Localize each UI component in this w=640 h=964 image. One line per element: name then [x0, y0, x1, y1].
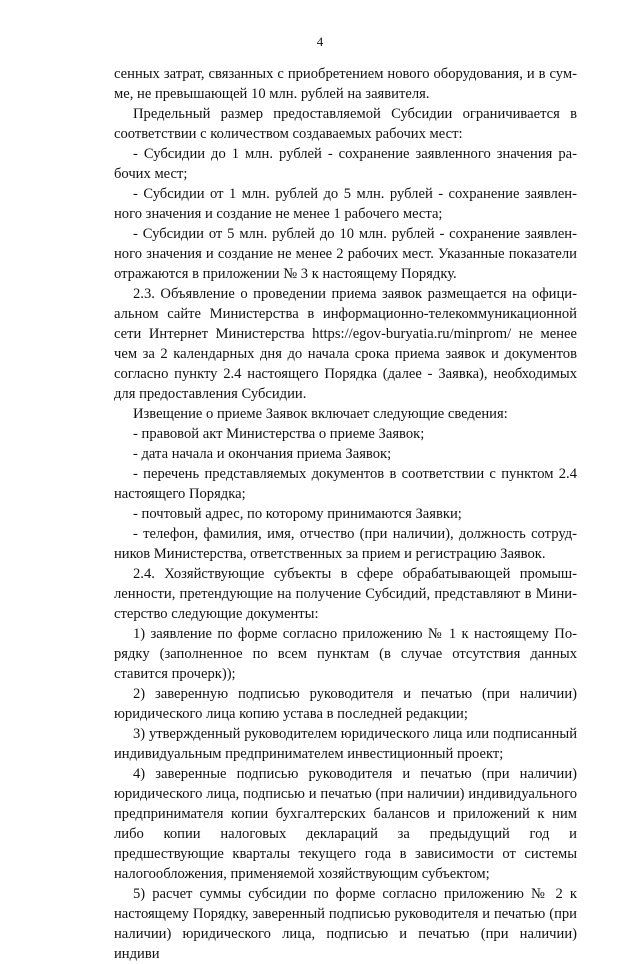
list-item-subsidy-up-to-1m: - Субсидии до 1 млн. рублей - сохранение заявленного значения рабочих мест; [114, 146, 577, 182]
list-item-doc-1: 1) заявление по форме согласно приложению № 1 к настоящему Порядку (заполненное по всем пунктам (в случае отсутствия данных ставится прочерк)); [114, 626, 577, 682]
list-item-doc-3: 3) утвержденный руководителем юридического лица или подписанный индивидуальным предпринимателем инвестиционный проект; [114, 726, 577, 762]
paragraph-subsidy-limit: Предельный размер предоставляемой Субсидии ограничивается в соответствии с количеством создаваемых рабочих мест: [114, 106, 577, 142]
paragraph-continuation: сенных затрат, связанных с приобретением нового оборудования, и в сумме, не превышающей 10 млн. рублей на заявителя. [114, 66, 577, 102]
list-item-legal-act: - правовой акт Министерства о приеме Заявок; [133, 426, 425, 442]
list-item-postal-address: - почтовый адрес, по которому принимаются Заявки; [133, 506, 462, 522]
list-item-doc-2: 2) заверенную подписью руководителя и печатью (при наличии) юридического лица копию устава в последней редакции; [114, 686, 577, 722]
document-body [114, 64, 577, 964]
paragraph-section-2-4: 2.4. Хозяйствующие субъекты в сфере обрабатывающей промышленности, претендующие на получение Субсидий, представляют в Министерство следующие документы: [114, 566, 577, 622]
list-item-subsidy-1m-5m: - Субсидии от 1 млн. рублей до 5 млн. рублей - сохранение заявленного значения и создание не менее 1 рабочего места; [114, 186, 577, 222]
list-item-doc-5: 5) расчет суммы субсидии по форме согласно приложению № 2 к настоящему Порядку, заверенный подписью руководителя и печатью (при наличии) юридического лица, подписью и печатью (при наличии) индиви [114, 886, 577, 962]
list-item-doc-4: 4) заверенные подписью руководителя и печатью (при наличии) юридического лица, подписью и печатью (при наличии) индивидуального предпринимателя копии бухгалтерских балансов и приложений к ним либо копии налоговых деклараций за предыдущий год и предшествующие кварталы текущего года в зависимости от системы налогообложения, применяемой хозяйствующим субъектом; [114, 766, 577, 882]
paragraph-notice-contents: Извещение о приеме Заявок включает следующие сведения: [133, 406, 508, 422]
list-item-documents-list: - перечень представляемых документов в соответствии с пунктом 2.4 настоящего Порядка; [114, 466, 577, 502]
list-item-dates: - дата начала и окончания приема Заявок; [133, 446, 392, 462]
paragraph-section-2-3: 2.3. Объявление о проведении приема заявок размещается на официальном сайте Министерства в информационно-телекоммуникационной сети Интернет Министерства https://egov-buryatia.ru/minprom/ не менее чем за 2 календарных дня до начала срока приема заявок и документов согласно пункту 2.4 настоящего Порядка (далее - Заявка), необходимых для предоставления Субсидии. [114, 286, 577, 402]
list-item-contacts: - телефон, фамилия, имя, отчество (при наличии), должность сотрудников Министерства, ответственных за прием и регистрацию Заявок. [114, 526, 577, 562]
page-number: 4 [316, 34, 324, 49]
list-item-subsidy-5m-10m: - Субсидии от 5 млн. рублей до 10 млн. рублей - сохранение заявленного значения и создание не менее 2 рабочих мест. Указанные показатели отражаются в приложении № 3 к настоящему Порядку. [114, 226, 577, 282]
